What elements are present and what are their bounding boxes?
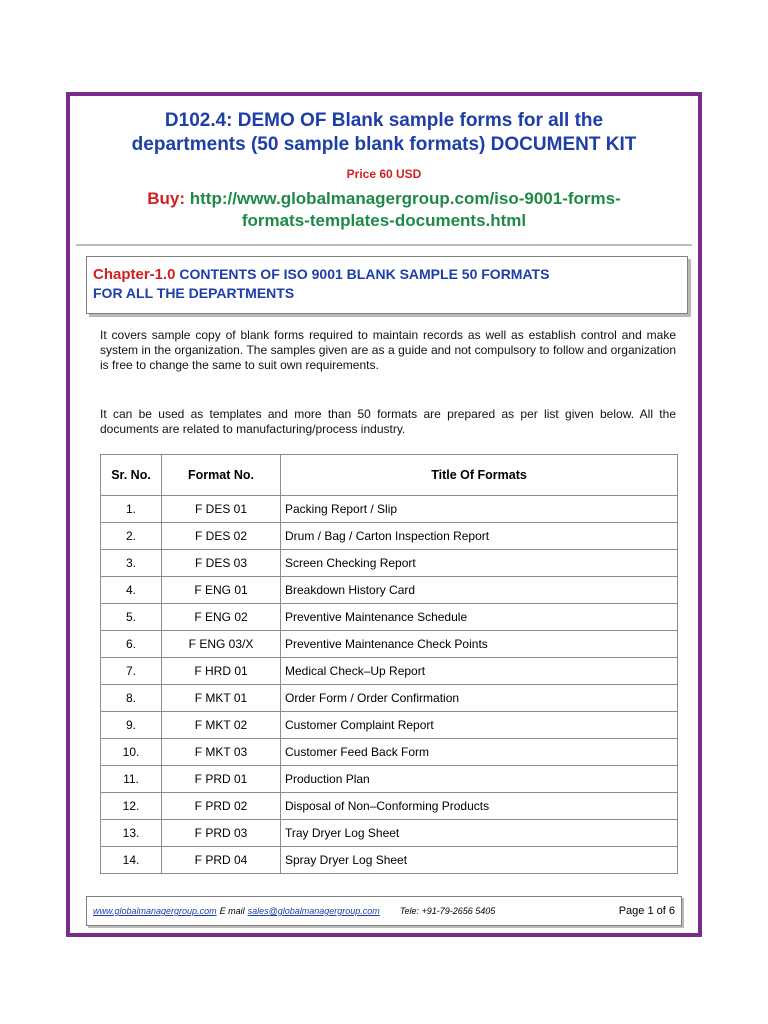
cell-format-no: F PRD 02 xyxy=(162,793,281,820)
header-format-no: Format No. xyxy=(162,455,281,496)
cell-title: Drum / Bag / Carton Inspection Report xyxy=(281,523,678,550)
cell-title: Customer Complaint Report xyxy=(281,712,678,739)
cell-format-no: F DES 01 xyxy=(162,496,281,523)
footer-email-link[interactable]: sales@globalmanagergroup.com xyxy=(247,906,380,916)
cell-title: Preventive Maintenance Check Points xyxy=(281,631,678,658)
title-line-2: departments (50 sample blank formats) DOCUMENT KIT xyxy=(131,134,637,155)
cell-format-no: F DES 02 xyxy=(162,523,281,550)
cell-sr-no: 2. xyxy=(101,523,162,550)
table-row xyxy=(101,577,678,604)
cell-sr-no: 10. xyxy=(101,739,162,766)
table-row xyxy=(101,739,678,766)
table-row xyxy=(101,793,678,820)
page-footer xyxy=(86,896,682,926)
cell-title: Packing Report / Slip xyxy=(281,496,678,523)
cell-format-no: F HRD 01 xyxy=(162,658,281,685)
cell-title: Breakdown History Card xyxy=(281,577,678,604)
cell-sr-no: 4. xyxy=(101,577,162,604)
document-page xyxy=(66,92,702,937)
cell-title: Tray Dryer Log Sheet xyxy=(281,820,678,847)
cell-format-no: F DES 03 xyxy=(162,550,281,577)
cell-format-no: F ENG 02 xyxy=(162,604,281,631)
chapter-heading-box xyxy=(86,256,688,314)
cell-sr-no: 5. xyxy=(101,604,162,631)
cell-format-no: F MKT 03 xyxy=(162,739,281,766)
footer-website-link[interactable]: www.globalmanagergroup.com xyxy=(93,906,217,916)
footer-telephone: Tele: +91-79-2656 5405 xyxy=(399,906,496,916)
cell-sr-no: 6. xyxy=(101,631,162,658)
intro-paragraph-1: It covers sample copy of blank forms required to maintain records as well as establish control and make system in the organization. The samples given are as a guide and not compulsory to follow and organization is free to change the same to suit own requirements. xyxy=(100,328,676,372)
cell-sr-no: 8. xyxy=(101,685,162,712)
cell-title: Preventive Maintenance Schedule xyxy=(281,604,678,631)
table-row xyxy=(101,604,678,631)
cell-sr-no: 11. xyxy=(101,766,162,793)
cell-sr-no: 9. xyxy=(101,712,162,739)
table-row xyxy=(101,496,678,523)
header-title: Title Of Formats xyxy=(281,455,678,496)
table-row xyxy=(101,658,678,685)
document-title xyxy=(70,109,698,157)
cell-format-no: F ENG 01 xyxy=(162,577,281,604)
formats-table-body xyxy=(101,496,678,874)
table-row xyxy=(101,631,678,658)
buy-label: Buy: xyxy=(147,189,185,208)
cell-format-no: F PRD 03 xyxy=(162,820,281,847)
cell-sr-no: 13. xyxy=(101,820,162,847)
chapter-number: Chapter-1.0 xyxy=(93,266,176,283)
buy-url-line-1[interactable]: http://www.globalmanagergroup.com/iso-9001-forms- xyxy=(189,189,621,208)
footer-email-label: E mail xyxy=(219,906,245,916)
cell-sr-no: 3. xyxy=(101,550,162,577)
table-row xyxy=(101,685,678,712)
cell-format-no: F PRD 01 xyxy=(162,766,281,793)
table-row xyxy=(101,523,678,550)
cell-format-no: F ENG 03/X xyxy=(162,631,281,658)
cell-title: Disposal of Non–Conforming Products xyxy=(281,793,678,820)
title-line-1: D102.4: DEMO OF Blank sample forms for all the xyxy=(164,110,604,131)
table-row xyxy=(101,766,678,793)
intro-paragraph-2: It can be used as templates and more than 50 formats are prepared as per list given below. All the documents are related to manufacturing/process industry. xyxy=(100,407,676,436)
cell-title: Customer Feed Back Form xyxy=(281,739,678,766)
cell-title: Order Form / Order Confirmation xyxy=(281,685,678,712)
cell-title: Medical Check–Up Report xyxy=(281,658,678,685)
chapter-title-line-1: CONTENTS OF ISO 9001 BLANK SAMPLE 50 FORMATS xyxy=(179,266,550,282)
cell-title: Screen Checking Report xyxy=(281,550,678,577)
table-header-row xyxy=(101,455,678,496)
table-row xyxy=(101,847,678,874)
buy-url-line-2[interactable]: formats-templates-documents.html xyxy=(241,211,527,230)
price-label: Price 60 USD xyxy=(346,167,422,181)
cell-format-no: F MKT 01 xyxy=(162,685,281,712)
cell-sr-no: 7. xyxy=(101,658,162,685)
cell-format-no: F PRD 04 xyxy=(162,847,281,874)
cell-sr-no: 14. xyxy=(101,847,162,874)
formats-table xyxy=(100,454,678,874)
cell-sr-no: 1. xyxy=(101,496,162,523)
cell-format-no: F MKT 02 xyxy=(162,712,281,739)
cell-title: Spray Dryer Log Sheet xyxy=(281,847,678,874)
header-sr-no: Sr. No. xyxy=(101,455,162,496)
table-row xyxy=(101,712,678,739)
table-row xyxy=(101,820,678,847)
chapter-title-line-2: FOR ALL THE DEPARTMENTS xyxy=(93,285,295,301)
header-divider xyxy=(76,244,692,246)
buy-section xyxy=(70,188,698,232)
table-row xyxy=(101,550,678,577)
page-number: Page 1 of 6 xyxy=(618,905,675,917)
cell-title: Production Plan xyxy=(281,766,678,793)
cell-sr-no: 12. xyxy=(101,793,162,820)
